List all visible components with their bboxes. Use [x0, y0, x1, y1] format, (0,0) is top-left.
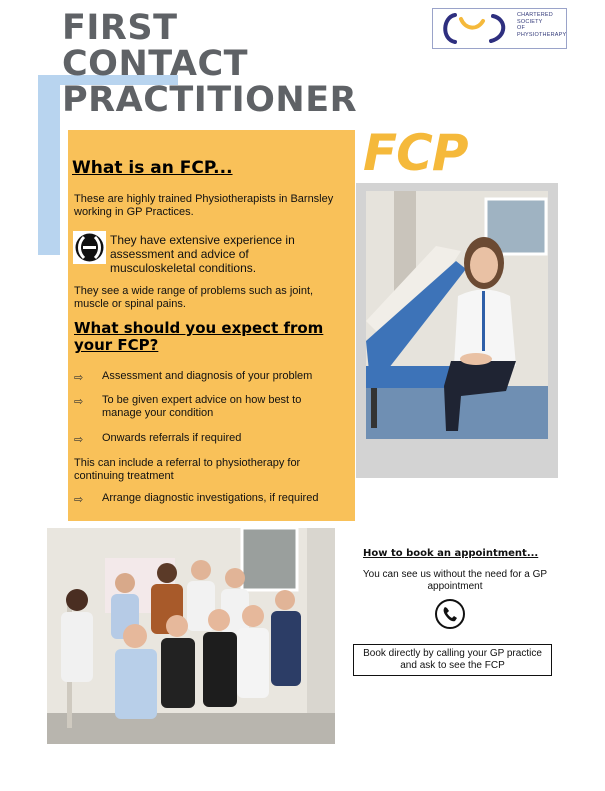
expect-note: This can include a referral to physiotherapy for continuing treatment [74, 457, 301, 482]
expect-item-2: To be given expert advice on how best to manage your condition [102, 394, 302, 419]
what-is-para-2: They have extensive experience in assessment and advice of musculoskeletal conditions. [110, 233, 295, 275]
title-line-2: CONTACT [62, 44, 249, 84]
title-line-3: PRACTITIONER [62, 80, 358, 120]
fcp-accent-text: FCP [363, 124, 468, 182]
expect-item-4: Arrange diagnostic investigations, if required [102, 492, 319, 504]
booking-text: You can see us without the need for a GP appointment [362, 569, 548, 592]
expect-item-1: Assessment and diagnosis of your problem [102, 370, 313, 382]
expect-item-3: Onwards referrals if required [102, 432, 242, 444]
team-illustration [47, 528, 335, 744]
page-title [62, 10, 357, 118]
team-photo [47, 528, 335, 744]
bullet-arrow-icon: ⇨ [74, 494, 84, 506]
booking-heading: How to book an appointment... [363, 548, 539, 559]
bullet-arrow-icon: ⇨ [74, 396, 84, 408]
expect-heading: What should you expect from your FCP? [74, 319, 324, 354]
practitioner-illustration [366, 191, 548, 439]
logo-text: CHARTERED SOCIETY OF PHYSIOTHERAPY [517, 12, 567, 38]
csp-badge-icon [73, 231, 106, 264]
blue-accent-bar [38, 75, 60, 255]
what-is-para-3: They see a wide range of problems such as joint, muscle or spinal pains. [74, 285, 314, 310]
csp-logo-mark-icon [435, 9, 515, 48]
practitioner-photo [366, 191, 548, 439]
phone-icon [434, 598, 466, 630]
booking-box: Book directly by calling your GP practice and ask to see the FCP [353, 644, 552, 676]
bullet-arrow-icon: ⇨ [74, 434, 84, 446]
what-is-heading: What is an FCP... [72, 158, 233, 178]
title-line-1: FIRST [62, 8, 178, 48]
bullet-arrow-icon: ⇨ [74, 372, 84, 384]
what-is-para-1: These are highly trained Physiotherapists in Barnsley working in GP Practices. [74, 193, 334, 218]
